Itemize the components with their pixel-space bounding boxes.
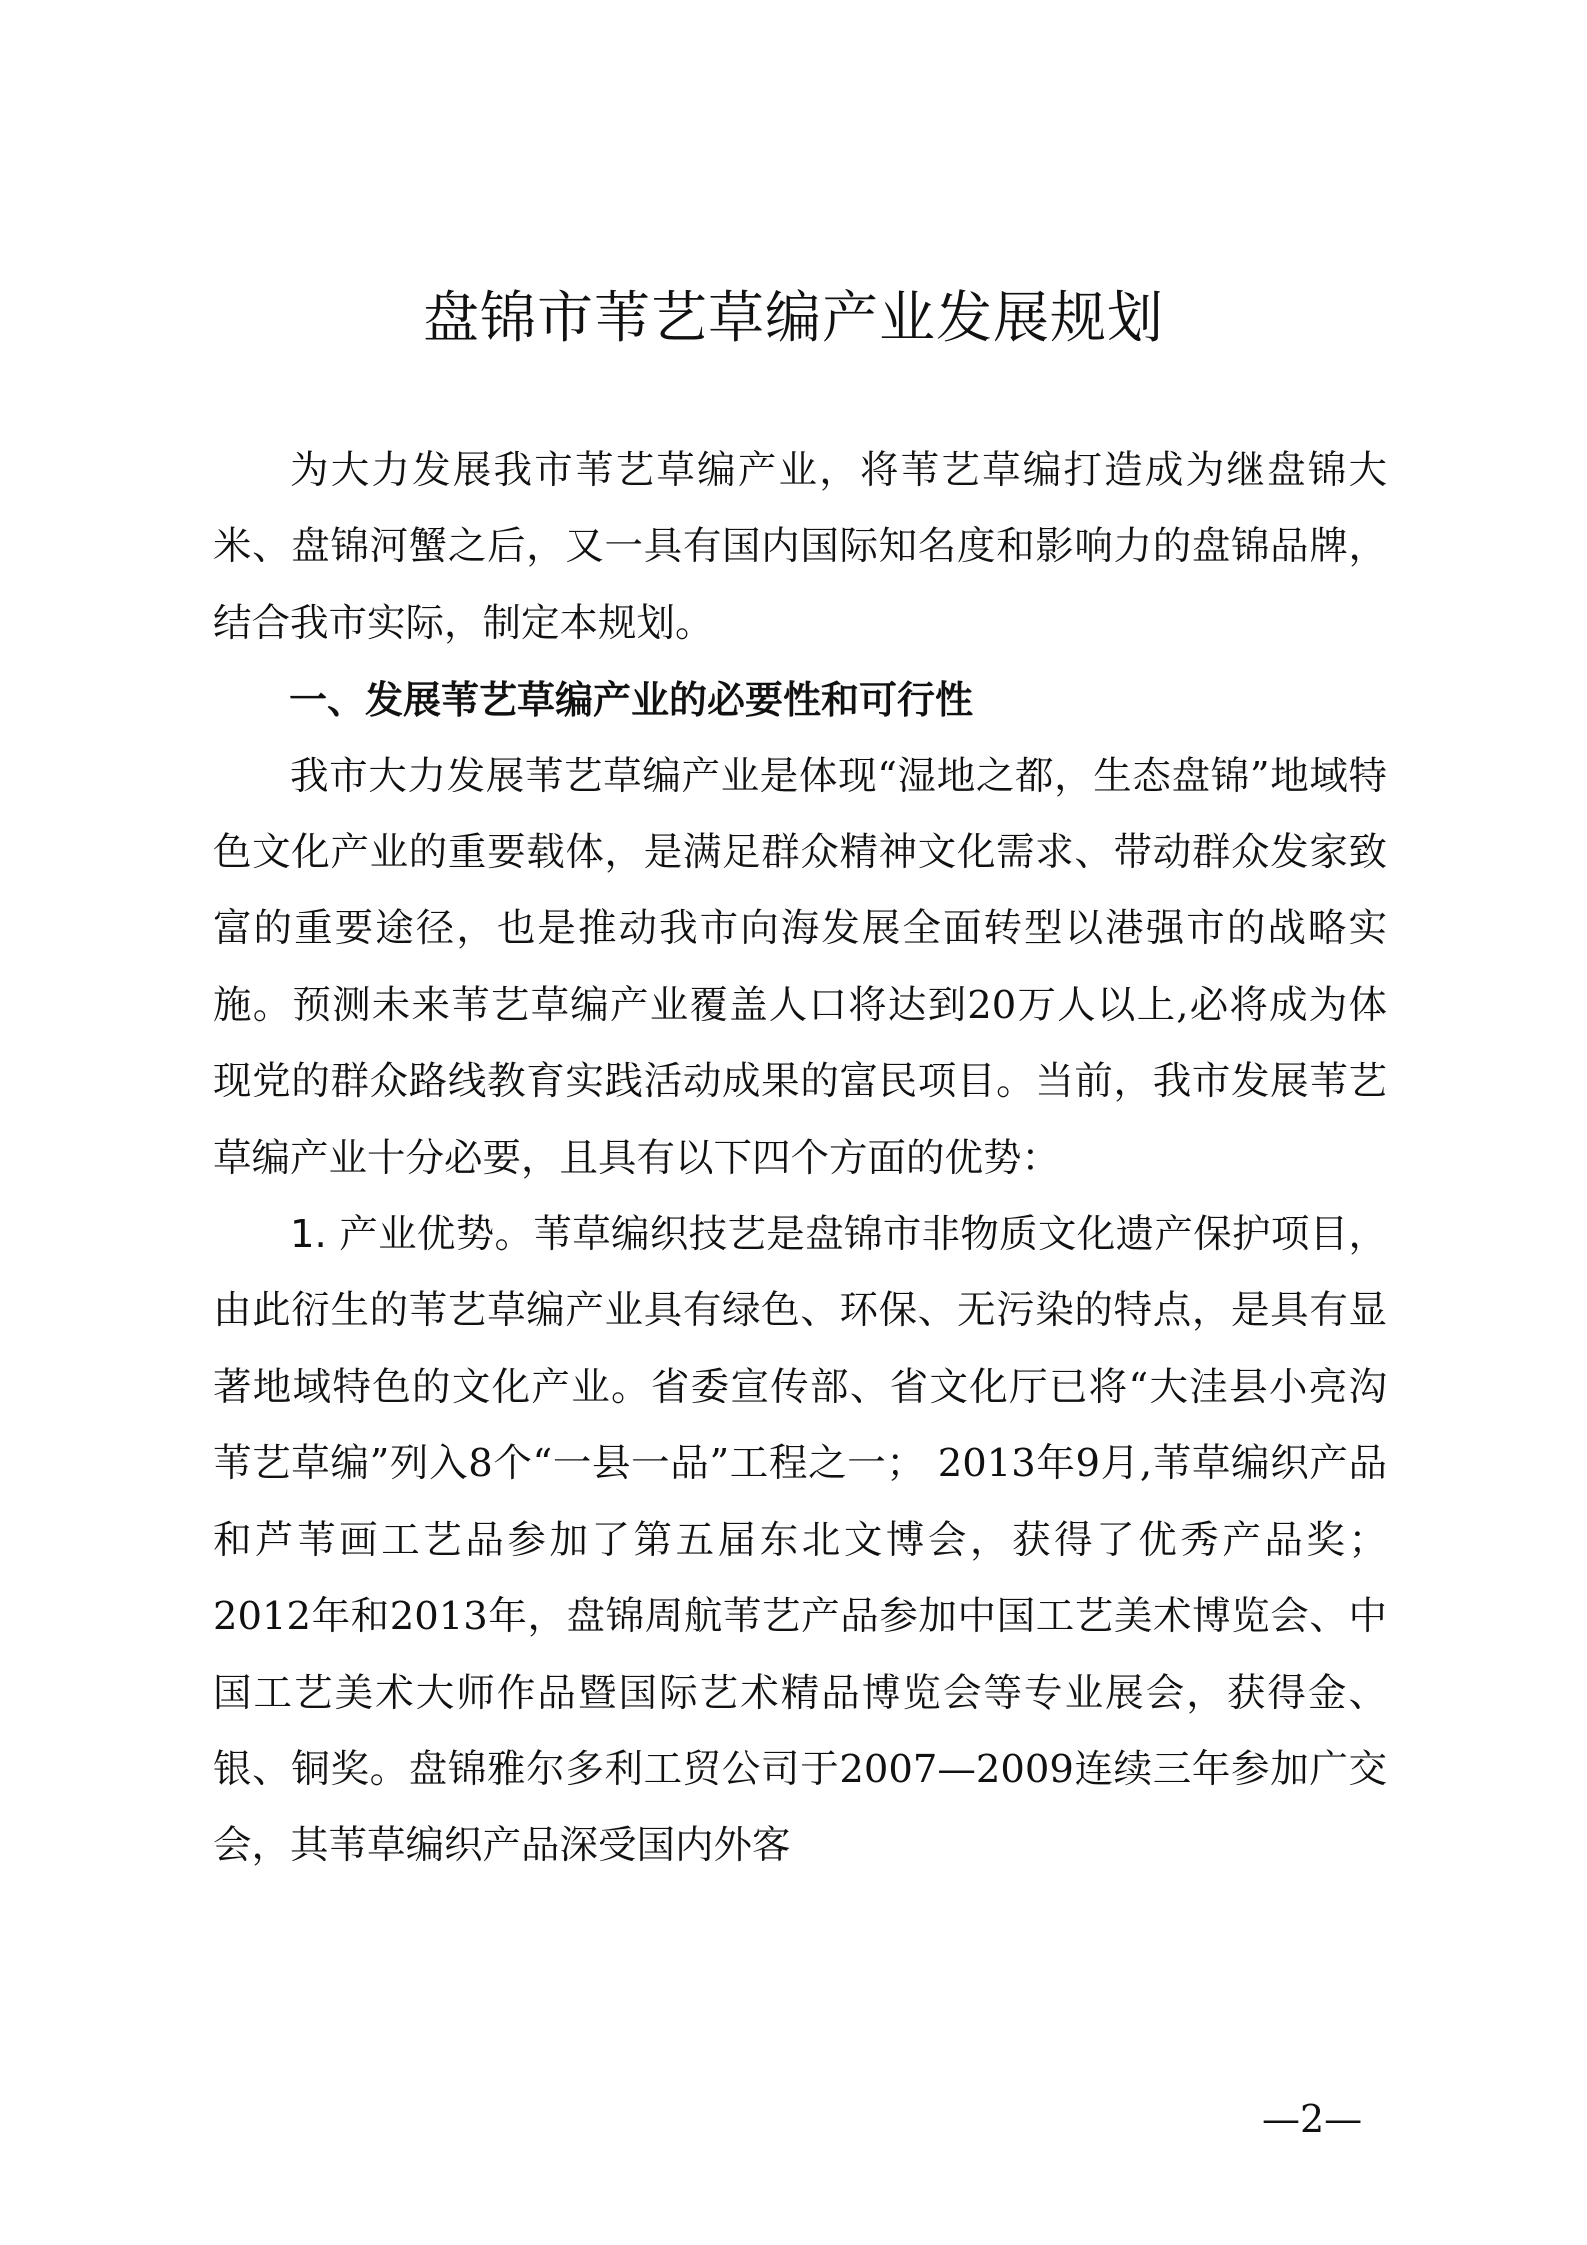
document-title: 盘锦市苇艺草编产业发展规划 (423, 286, 1164, 351)
item-lead: 1. 产业优势。 (290, 1212, 534, 1258)
necessity-paragraph: 我市大力发展苇艺草编产业是体现“湿地之都，生态盘锦”地域特色文化产业的重要载体，是满足群众精神文化需求、带动群众发家致富的重要途径，也是推动我市向海发展全面转型以港强市的战略实施。预测未来苇艺草编产业覆盖人口将达到20万人以上,必将成为体现党的群众路线教育实践活动成果的富民项目。当前，我市发展苇艺草编产业十分必要，且具有以下四个方面的优势： (213, 753, 1387, 1181)
page-number: —2— (1262, 2097, 1363, 2141)
section-heading: 一、发展苇艺草编产业的必要性和可行性 (289, 678, 974, 723)
item-text: 苇草编织技艺是盘锦市非物质文化遗产保护项目，由此衍生的苇艺草编产业具有绿色、环保、无污染的特点，是具有显著地域特色的文化产业。省委宣传部、省文化厅已将“大洼县小亮沟苇艺草编”列入8个“一县一品”工程之一； 2013年9月,苇草编织产品和芦苇画工艺品参加了第五届东北文博会，获得了优秀产品奖；2012年和2013年，盘锦周航苇艺产品参加中国工艺美术博览会、中国工艺美术大师作品暨国际艺术精品博览会等专业展会，获得金、银、铜奖。盘锦雅尔多利工贸公司于2007—2009连续三年参加广交会，其苇草编织产品深受国内外客 (213, 1212, 1387, 1869)
document-body (213, 433, 1387, 1885)
intro-paragraph: 为大力发展我市苇艺草编产业，将苇艺草编打造成为继盘锦大米、盘锦河蟹之后，又一具有国内国际知名度和影响力的盘锦品牌，结合我市实际，制定本规划。 (213, 448, 1387, 646)
industry-advantage-paragraph (213, 1197, 1387, 1885)
